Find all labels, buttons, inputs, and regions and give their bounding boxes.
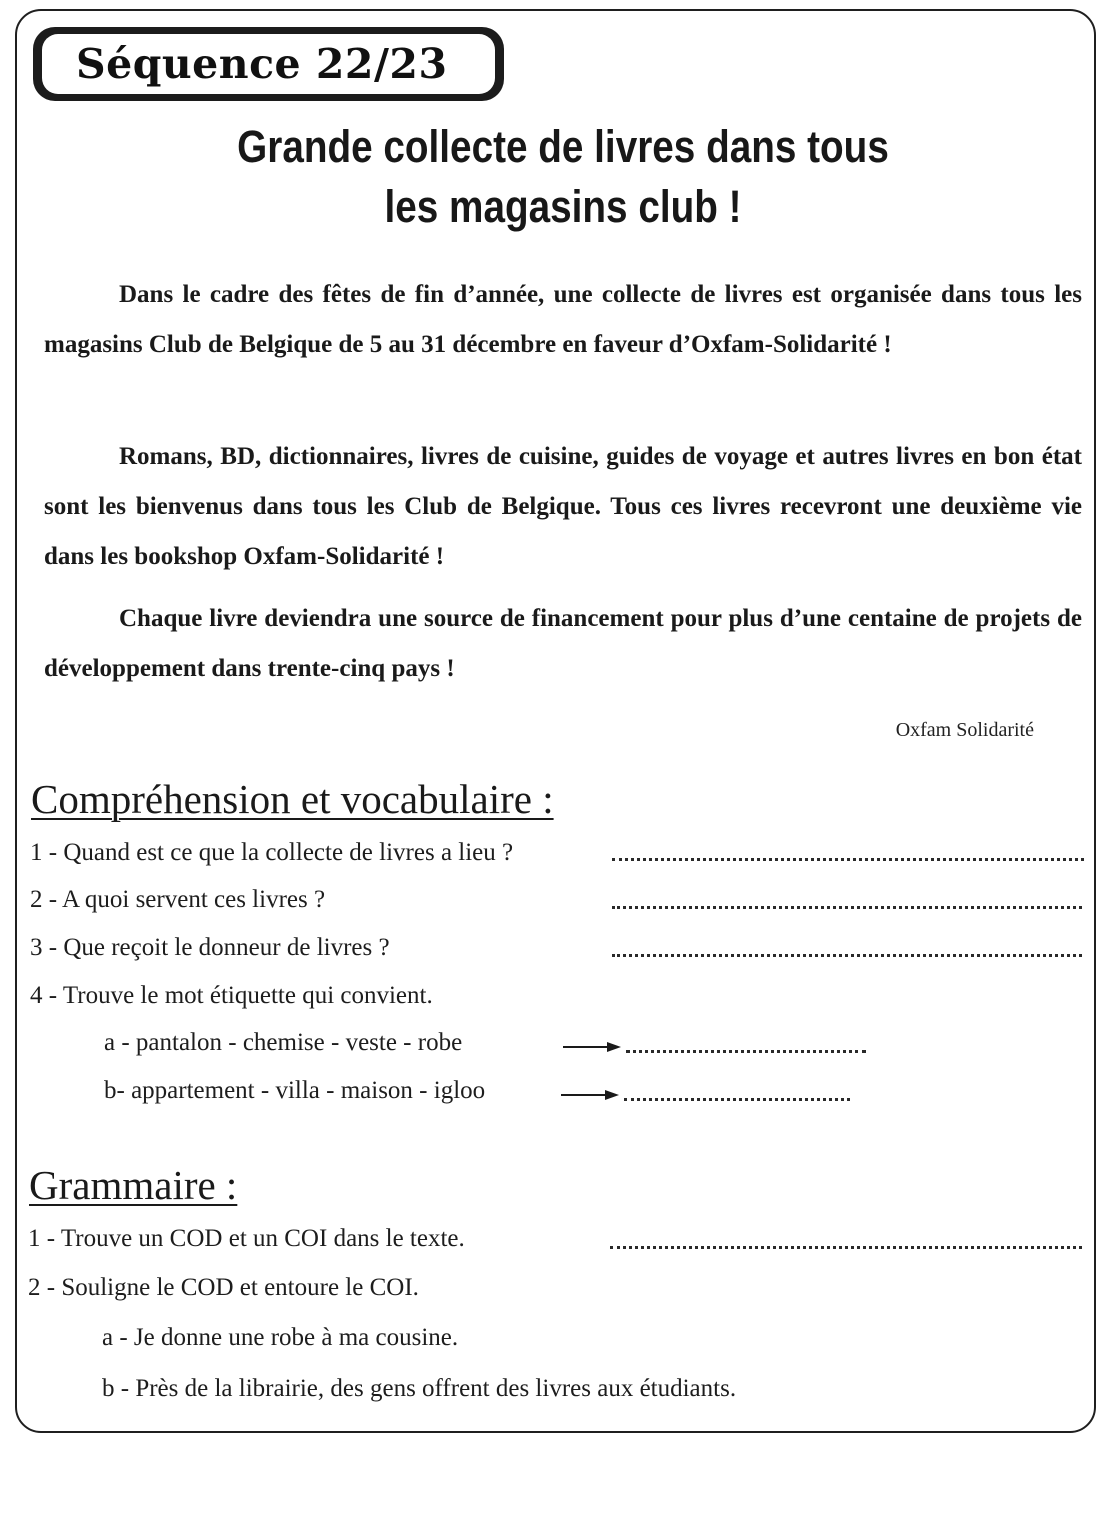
vocab-answer-line-a[interactable] xyxy=(626,1050,866,1053)
comprehension-question-1: 1 - Quand est ce que la collecte de livres a lieu ? xyxy=(30,839,514,866)
comprehension-heading: Compréhension et vocabulaire : xyxy=(31,776,554,822)
grammar-sentence-a: a - Je donne une robe à ma cousine. xyxy=(102,1324,459,1351)
sequence-badge xyxy=(33,27,504,101)
article-signature: Oxfam Solidarité xyxy=(895,719,1034,741)
article-title-line-1: Grande collecte de livres dans tous xyxy=(237,121,889,172)
grammar-heading: Grammaire : xyxy=(29,1162,238,1208)
comprehension-question-3: 3 - Que reçoit le donneur de livres ? xyxy=(30,934,390,961)
answer-line-3[interactable] xyxy=(612,954,1082,957)
answer-line-1[interactable] xyxy=(612,858,1084,861)
comprehension-question-2: 2 - A quoi servent ces livres ? xyxy=(30,886,326,913)
grammar-question-1: 1 - Trouve un COD et un COI dans le texte. xyxy=(28,1225,465,1252)
arrow-right-icon xyxy=(561,1088,619,1102)
sequence-label: Séquence 22/23 xyxy=(42,34,495,94)
article-paragraph-1: Dans le cadre des fêtes de fin d’année, une collecte de livres est organisée dans tous les magasins Club de Belgique de 5 au 31 décembre en faveur d’Oxfam-Solidarité ! xyxy=(44,281,1082,358)
vocab-item-a: a - pantalon - chemise - veste - robe xyxy=(104,1029,463,1056)
grammar-question-2: 2 - Souligne le COD et entoure le COI. xyxy=(28,1274,419,1301)
article-paragraph-2: Romans, BD, dictionnaires, livres de cuisine, guides de voyage et autres livres en bon état sont les bienvenus dans tous les Club de Belgique. Tous ces livres recevront une deuxième vie dans les bookshop Oxfam-Solidarité ! xyxy=(44,443,1082,570)
article-title xyxy=(130,117,995,237)
vocab-answer-line-b[interactable] xyxy=(624,1098,850,1101)
answer-line-2[interactable] xyxy=(612,906,1082,909)
grammar-sentence-b: b - Près de la librairie, des gens offrent des livres aux étudiants. xyxy=(102,1375,737,1402)
grammar-answer-line[interactable] xyxy=(610,1246,1082,1249)
article-title-line-2: les magasins club ! xyxy=(384,181,742,232)
arrow-right-icon xyxy=(563,1040,621,1054)
article-paragraph-3: Chaque livre deviendra une source de financement pour plus d’une centaine de projets de développement dans trente-cinq pays ! xyxy=(44,605,1082,682)
comprehension-question-4: 4 - Trouve le mot étiquette qui convient. xyxy=(30,982,433,1009)
vocab-item-b: b- appartement - villa - maison - igloo xyxy=(104,1077,486,1104)
